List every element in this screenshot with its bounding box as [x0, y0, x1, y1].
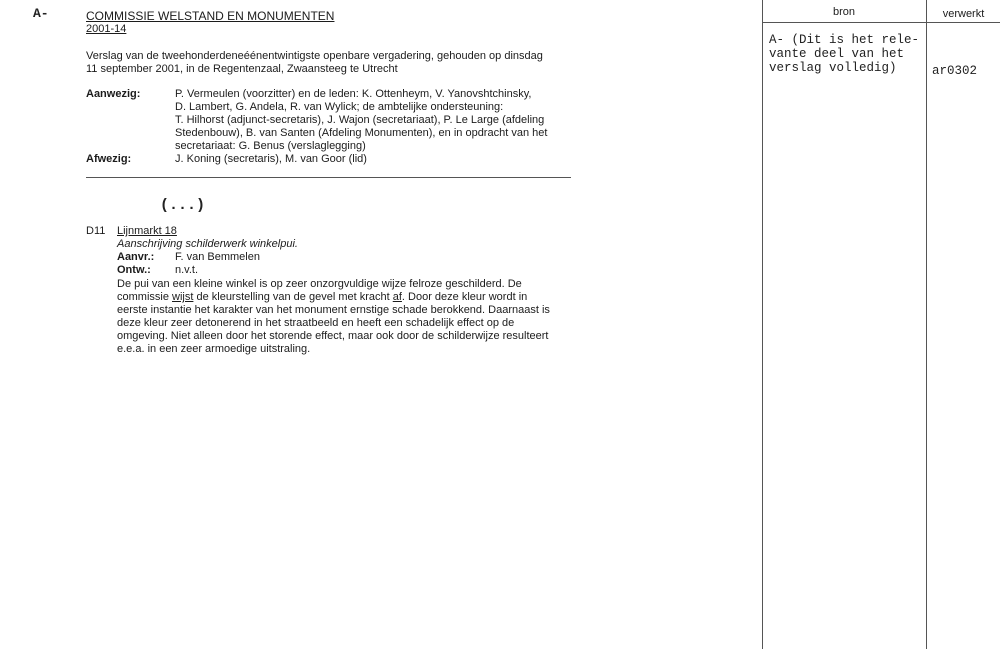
omission-mark: (...)	[160, 197, 206, 214]
present-line: Stedenbouw), B. van Santen (Afdeling Monumenten), en in opdracht van het	[175, 127, 548, 139]
bron-column-left-rule	[762, 0, 763, 649]
absent-label: Afwezig:	[86, 153, 132, 165]
bron-line: vante deel van het	[769, 47, 905, 61]
body-line: deze kleur zeer detonerend in het straatbeeld en heeft een schadelijk effect op de	[117, 317, 515, 329]
verwerkt-header: verwerkt	[942, 8, 985, 20]
present-label: Aanwezig:	[86, 88, 141, 100]
bron-header: bron	[832, 6, 856, 18]
present-line: P. Vermeulen (voorzitter) en de leden: K. Ottenheym, V. Yanovshtchinsky,	[175, 88, 532, 100]
body-line: De pui van een kleine winkel is op zeer onzorgvuldige wijze felroze geschilderd. De	[117, 278, 522, 290]
bron-line: A- (Dit is het rele-	[769, 33, 920, 47]
intro-line-2: 11 september 2001, in de Regentenzaal, Zwaansteeg te Utrecht	[86, 63, 398, 75]
document-title: COMMISSIE WELSTAND EN MONUMENTEN	[86, 9, 335, 23]
item-code: D11	[86, 225, 106, 237]
verwerkt-value: ar0302	[932, 64, 978, 78]
body-text: . Door deze kleur wordt in	[401, 291, 528, 303]
item-address: Lijnmarkt 18	[117, 225, 177, 237]
body-line: e.e.a. in een zeer armoedige uitstraling.	[117, 343, 311, 355]
body-text: commissie	[117, 291, 173, 303]
intro-line-1: Verslag van de tweehonderdeneéénentwintigste openbare vergadering, gehouden op dinsdag	[86, 50, 543, 62]
designer-value: n.v.t.	[175, 264, 199, 276]
designer-label: Ontw.:	[117, 264, 151, 276]
document-number: 2001-14	[86, 23, 127, 35]
bron-line: verslag volledig)	[769, 61, 897, 75]
underlined-particle: af	[392, 291, 402, 303]
absent-text: J. Koning (secretaris), M. van Goor (lid)	[175, 153, 367, 165]
applicant-value: F. van Bemmelen	[175, 251, 260, 263]
margin-mark: A-	[33, 6, 49, 21]
present-line: secretariaat: G. Benus (verslaglegging)	[175, 140, 366, 152]
item-subject: Aanschrijving schilderwerk winkelpui.	[117, 238, 298, 250]
present-line: T. Hilhorst (adjunct-secretaris), J. Wajon (secretariaat), P. Le Large (afdeling	[175, 114, 545, 126]
body-line-verdict	[117, 291, 527, 304]
column-header-rule	[762, 22, 1000, 23]
body-line: eerste instantie het karakter van het monument ernstige schade berokkend. Daarnaast is	[117, 304, 550, 316]
body-text: de kleurstelling van de gevel met kracht	[193, 291, 393, 303]
applicant-label: Aanvr.:	[117, 251, 155, 263]
section-divider	[86, 177, 571, 178]
present-line: D. Lambert, G. Andela, R. van Wylick; de ambtelijke ondersteuning:	[175, 101, 504, 113]
column-separator-rule	[926, 0, 927, 649]
body-line: omgeving. Niet alleen door het storende effect, maar ook door de schilderwijze resulteert	[117, 330, 549, 342]
underlined-verb: wijst	[172, 291, 194, 303]
